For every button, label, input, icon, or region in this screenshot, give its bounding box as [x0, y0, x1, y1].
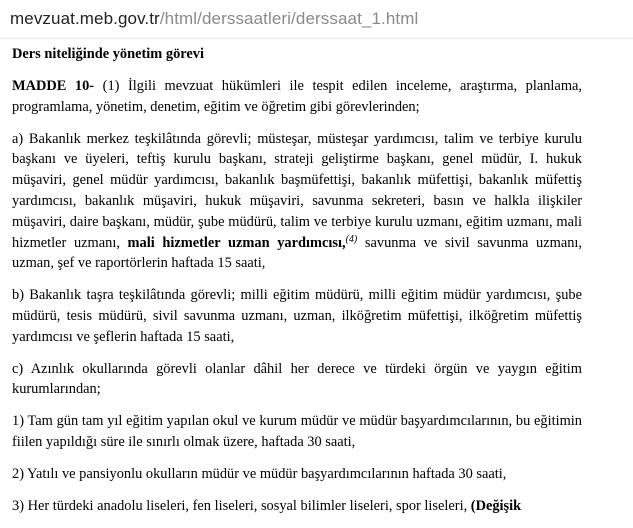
list-item-3-text: 3) Her türdeki anadolu liseleri, fen liseleri, sosyal bilimler liseleri, spor liseleri, [12, 497, 471, 514]
article-label: MADDE 10- [12, 78, 95, 94]
footnote-link[interactable]: (4) [345, 233, 358, 245]
document-content [12, 40, 582, 527]
paragraph-c: c) Azınlık okullarında görevli olanlar dâhil her derece ve türdeki örgün ve yaygın eğitim kurumlarından; [12, 360, 582, 398]
article-paragraph [12, 76, 582, 118]
section-heading: Ders niteliğinde yönetim görevi [12, 46, 204, 62]
paragraph-a-text-2: savunma ve sivil savunma uzmanı, uzman, şef ve raportörlerin haftada 15 saati, [12, 234, 583, 272]
paragraph-a-text-1: a) Bakanlık merkez teşkilâtında görevli; müsteşar, müsteşar yardımcısı, talim ve terbiye kurulu başkanı ve üyeleri, teftiş kurulu başkanı, strateji geliştirme başkanı, genel müdür, I. hukuk müşaviri, genel müdür yardımcısı, bakanlık başmüfettişi, bakanlık müfettişi, bakanlık müfettiş yardımcısı, bakanlık müşaviri, hukuk müşaviri, savunma sekreteri, basın ve halkla ilişkiler müşaviri, daire başkanı, müdür, şube müdürü, talim ve terbiye kurulu uzmanı, eğitim uzmanı, mali hizmetler uzmanı, [12, 130, 582, 251]
address-bar[interactable] [0, 0, 633, 39]
article-text: (1) İlgili mevzuat hükümleri ile tespit edilen inceleme, araştırma, planlama, programlama, yönetim, denetim, eğitim ve öğretim gibi görevlerinden; [12, 78, 582, 115]
paragraph-a-bold: mali hizmetler uzman yardımcısı, [127, 234, 346, 251]
paragraph-a [12, 129, 582, 275]
url-text[interactable] [10, 9, 418, 29]
list-item-1: 1) Tam gün tam yıl eğitim yapılan okul ve kurum müdür ve müdür başyardımcılarının, bu eğitimin fiilen yapıldığı süre ile sınırlı olmak üzere, haftada 30 saati, [12, 413, 582, 450]
list-item-2: 2) Yatılı ve pansiyonlu okulların müdür ve müdür başyardımcılarının haftada 30 saati, [12, 465, 507, 482]
url-path: /html/derssaatleri/derssaat_1.html [159, 9, 419, 28]
list-item-3 [12, 496, 582, 517]
paragraph-b: b) Bakanlık taşra teşkilâtında görevli; milli eğitim müdürü, milli eğitim müdür yardımcısı, şube müdürü, tesis müdürü, sivil savunma uzmanı, uzman, ilköğretim müfettişi, ilköğretim müfettiş yardımcısı ve şeflerin haftada 15 saati, [12, 287, 582, 345]
url-host: mevzuat.meb.gov.tr [10, 9, 160, 28]
list-item-3-bold: (Değişik [470, 497, 522, 514]
